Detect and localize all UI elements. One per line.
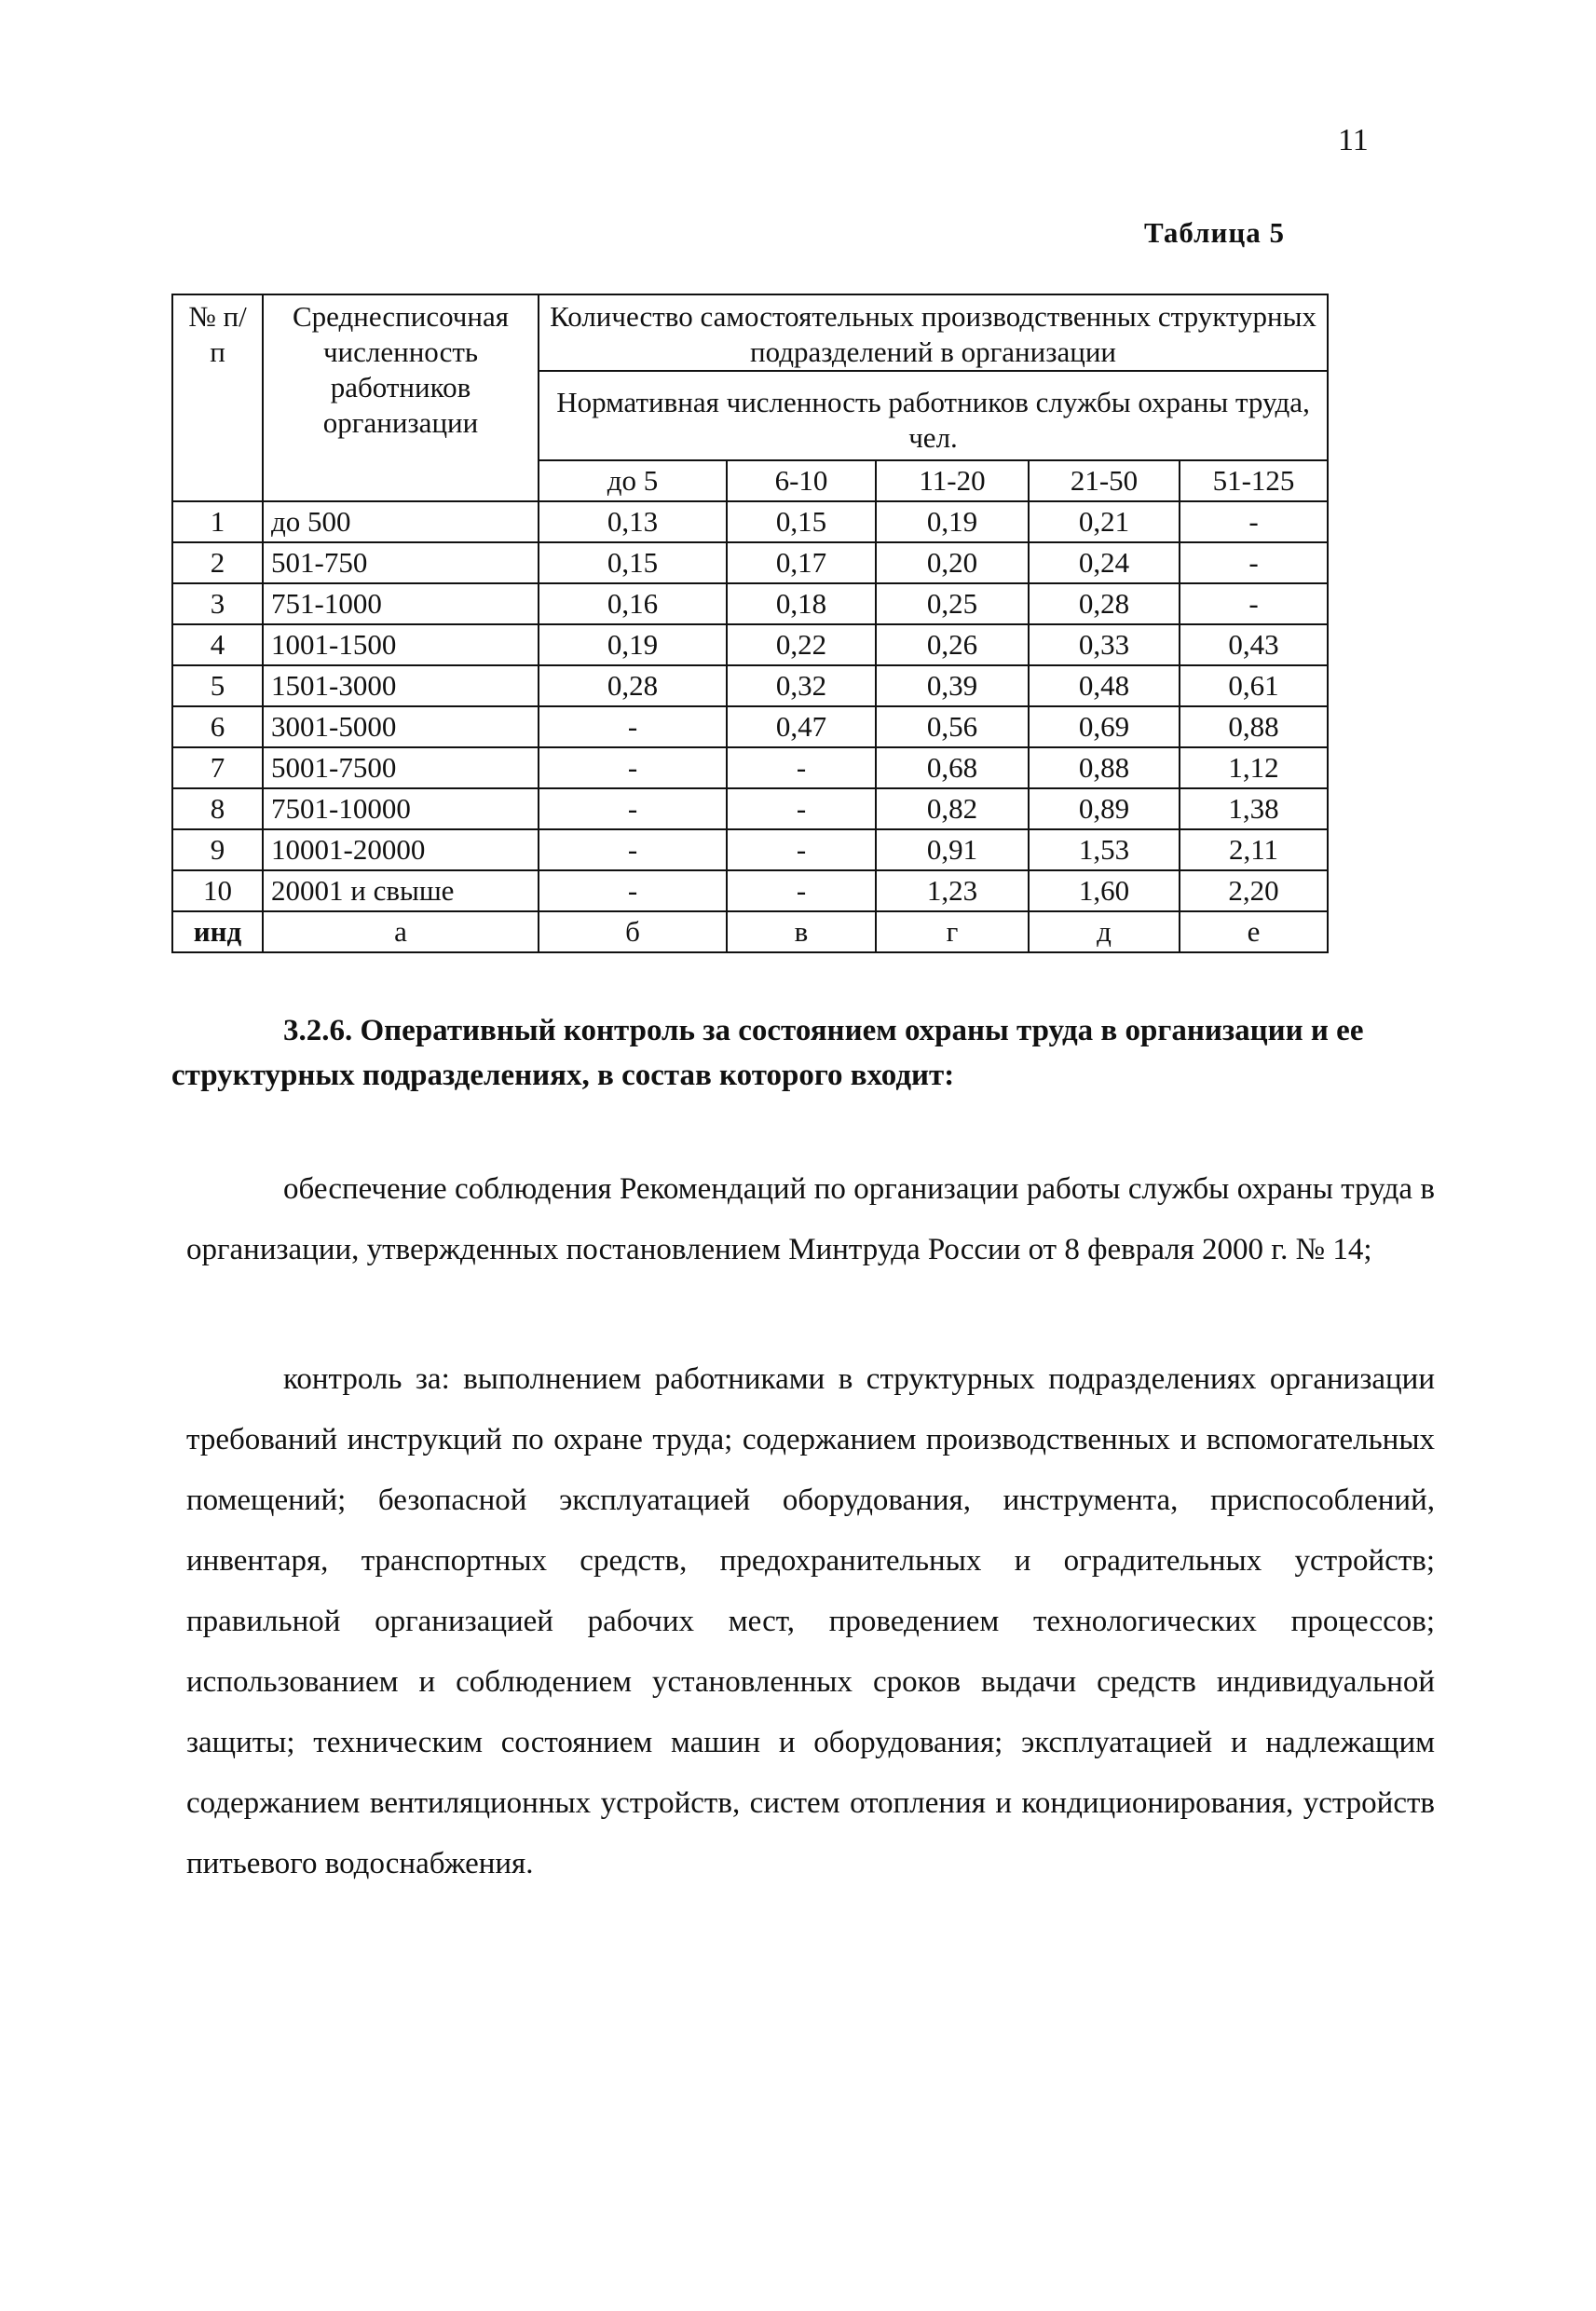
table-row: [172, 624, 1328, 665]
row-value: 0,28: [539, 665, 727, 706]
header-units: Количество самостоятельных производственных структурных подразделений в организации: [539, 294, 1328, 371]
table-row: [172, 501, 1328, 542]
row-num: 3: [172, 583, 263, 624]
row-value: -: [1180, 501, 1328, 542]
row-value: 0,56: [876, 706, 1029, 747]
subcol-1: до 5: [539, 460, 727, 501]
row-value: 1,38: [1180, 788, 1328, 829]
row-value: 0,33: [1029, 624, 1180, 665]
row-num: 4: [172, 624, 263, 665]
row-value: 0,88: [1029, 747, 1180, 788]
row-value: 1,23: [876, 870, 1029, 911]
row-staff: 3001-5000: [263, 706, 539, 747]
index-value: в: [727, 911, 876, 952]
page-number: 11: [1338, 123, 1369, 157]
row-staff: 1001-1500: [263, 624, 539, 665]
section-heading: 3.2.6. Оперативный контроль за состоянием охраны труда в организации и ее структурных подразделениях, в состав которого входит:: [171, 1014, 1364, 1092]
row-staff: до 500: [263, 501, 539, 542]
row-num: 7: [172, 747, 263, 788]
row-value: 0,25: [876, 583, 1029, 624]
subcol-2: 6-10: [727, 460, 876, 501]
table-row: [172, 870, 1328, 911]
row-num: 8: [172, 788, 263, 829]
row-value: -: [539, 706, 727, 747]
row-value: -: [539, 788, 727, 829]
table-row: [172, 665, 1328, 706]
index-row: [172, 911, 1328, 952]
row-staff: 5001-7500: [263, 747, 539, 788]
index-value: г: [876, 911, 1029, 952]
row-value: -: [539, 870, 727, 911]
row-value: 0,69: [1029, 706, 1180, 747]
row-staff: 20001 и свыше: [263, 870, 539, 911]
row-value: 0,13: [539, 501, 727, 542]
row-value: 0,91: [876, 829, 1029, 870]
row-value: 0,43: [1180, 624, 1328, 665]
row-value: -: [539, 747, 727, 788]
index-num: инд: [172, 911, 263, 952]
table-row: [172, 747, 1328, 788]
row-value: -: [727, 870, 876, 911]
row-num: 9: [172, 829, 263, 870]
row-value: 0,89: [1029, 788, 1180, 829]
row-value: 0,82: [876, 788, 1029, 829]
row-value: 1,12: [1180, 747, 1328, 788]
row-num: 10: [172, 870, 263, 911]
row-value: 0,21: [1029, 501, 1180, 542]
index-value: б: [539, 911, 727, 952]
row-value: -: [727, 829, 876, 870]
index-value: е: [1180, 911, 1328, 952]
table-caption: Таблица 5: [1144, 216, 1285, 249]
row-value: 0,22: [727, 624, 876, 665]
index-staff: а: [263, 911, 539, 952]
row-staff: 1501-3000: [263, 665, 539, 706]
row-value: 2,11: [1180, 829, 1328, 870]
row-value: -: [539, 829, 727, 870]
row-value: 1,60: [1029, 870, 1180, 911]
table-row: [172, 542, 1328, 583]
row-value: 0,47: [727, 706, 876, 747]
row-staff: 7501-10000: [263, 788, 539, 829]
subcol-5: 51-125: [1180, 460, 1328, 501]
table-row: [172, 706, 1328, 747]
row-value: 0,28: [1029, 583, 1180, 624]
row-num: 2: [172, 542, 263, 583]
row-value: 0,19: [539, 624, 727, 665]
subcol-3: 11-20: [876, 460, 1029, 501]
row-value: 0,15: [539, 542, 727, 583]
row-value: 2,20: [1180, 870, 1328, 911]
subcol-4: 21-50: [1029, 460, 1180, 501]
paragraph-2: контроль за: выполнением работниками в структурных подразделениях организации требований инструкций по охране труда; содержанием производственных и вспомогательных помещений; безопасной эксплуатацией оборудования, инструмента, приспособлений, инвентаря, транспортных средств, предохранительных и оградительных устройств; правильной организацией рабочих мест, проведением технологических процессов; использованием и соблюдением установленных сроков выдачи средств индивидуальной защиты; техническим состоянием машин и оборудования; эксплуатацией и надлежащим содержанием вентиляционных устройств, систем отопления и кондиционирования, устройств питьевого водоснабжения.: [186, 1362, 1435, 1880]
paragraph-1: обеспечение соблюдения Рекомендаций по организации работы службы охраны труда в организации, утвержденных постановлением Минтруда России от 8 февраля 2000 г. № 14;: [186, 1172, 1435, 1266]
row-staff: 501-750: [263, 542, 539, 583]
row-num: 5: [172, 665, 263, 706]
row-value: 0,39: [876, 665, 1029, 706]
table-header-row: [172, 294, 1328, 371]
row-value: -: [1180, 542, 1328, 583]
row-num: 6: [172, 706, 263, 747]
row-value: 0,16: [539, 583, 727, 624]
row-value: 0,15: [727, 501, 876, 542]
row-num: 1: [172, 501, 263, 542]
row-value: -: [1180, 583, 1328, 624]
row-value: -: [727, 747, 876, 788]
table-row: [172, 829, 1328, 870]
index-value: д: [1029, 911, 1180, 952]
table-body: [172, 501, 1328, 952]
table-row: [172, 788, 1328, 829]
row-value: 0,32: [727, 665, 876, 706]
row-value: 0,24: [1029, 542, 1180, 583]
row-value: 0,68: [876, 747, 1029, 788]
row-value: 0,26: [876, 624, 1029, 665]
staffing-norms-table: [171, 294, 1329, 953]
row-value: 1,53: [1029, 829, 1180, 870]
header-num: № п/п: [172, 294, 263, 501]
row-value: 0,19: [876, 501, 1029, 542]
header-norm: Нормативная численность работников службы охраны труда, чел.: [539, 371, 1328, 460]
row-staff: 10001-20000: [263, 829, 539, 870]
row-value: 0,48: [1029, 665, 1180, 706]
table-row: [172, 583, 1328, 624]
row-staff: 751-1000: [263, 583, 539, 624]
row-value: 0,20: [876, 542, 1029, 583]
header-staff: Среднесписочная численность работников организации: [263, 294, 539, 501]
row-value: 0,61: [1180, 665, 1328, 706]
row-value: 0,18: [727, 583, 876, 624]
row-value: 0,88: [1180, 706, 1328, 747]
row-value: -: [727, 788, 876, 829]
row-value: 0,17: [727, 542, 876, 583]
